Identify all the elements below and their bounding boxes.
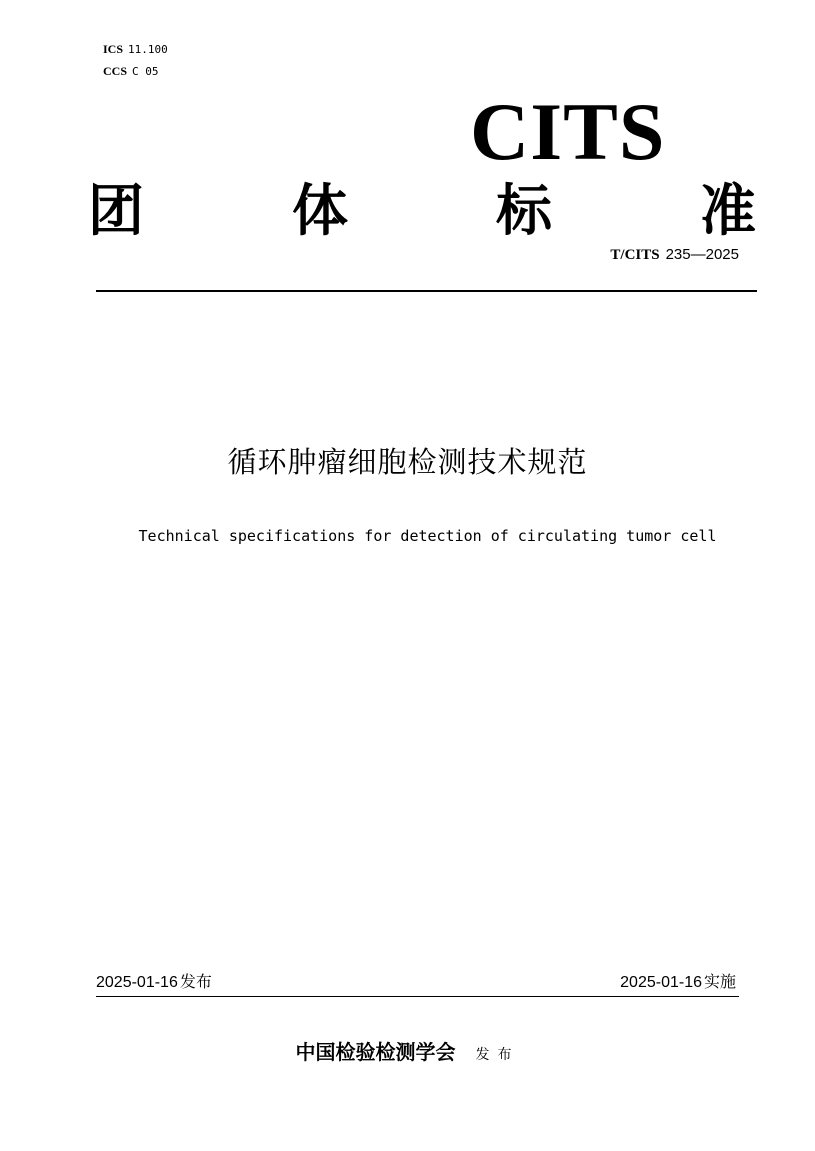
implement-date: 2025-01-16	[620, 974, 702, 991]
publish-date-line	[96, 970, 212, 995]
title-chinese: 循环肿瘤细胞检测技术规范	[227, 445, 588, 479]
publisher-line	[0, 1038, 815, 1069]
cits-logo: CITS	[470, 86, 666, 177]
standard-number	[610, 244, 739, 265]
implement-label: 实施	[703, 972, 736, 991]
ics-value: 11.100	[128, 43, 168, 56]
publish-label: 发布	[179, 972, 212, 991]
ccs-value: C 05	[132, 65, 159, 78]
publish-date: 2025-01-16	[96, 974, 178, 991]
standard-type-heading	[88, 176, 756, 246]
ccs-label: CCS	[103, 64, 128, 78]
standard-type-char-4: 准	[700, 178, 756, 244]
standard-type-char-3: 标	[496, 178, 552, 244]
implement-date-line	[620, 970, 736, 995]
publisher-action: 发布	[475, 1047, 520, 1063]
standard-type-char-1: 团	[88, 178, 144, 244]
footer-divider	[96, 996, 739, 997]
ics-label: ICS	[103, 42, 124, 56]
standard-type-char-2: 体	[292, 178, 348, 244]
standard-number-value: 235—2025	[665, 246, 739, 263]
ics-classification	[103, 42, 168, 57]
title-english: Technical specifications for detection of circulating tumor cell	[138, 527, 717, 545]
publisher-organization: 中国检验检测学会	[295, 1040, 456, 1064]
ccs-classification	[103, 64, 159, 79]
header-divider	[96, 290, 757, 292]
standard-number-prefix: T/CITS	[610, 247, 660, 263]
